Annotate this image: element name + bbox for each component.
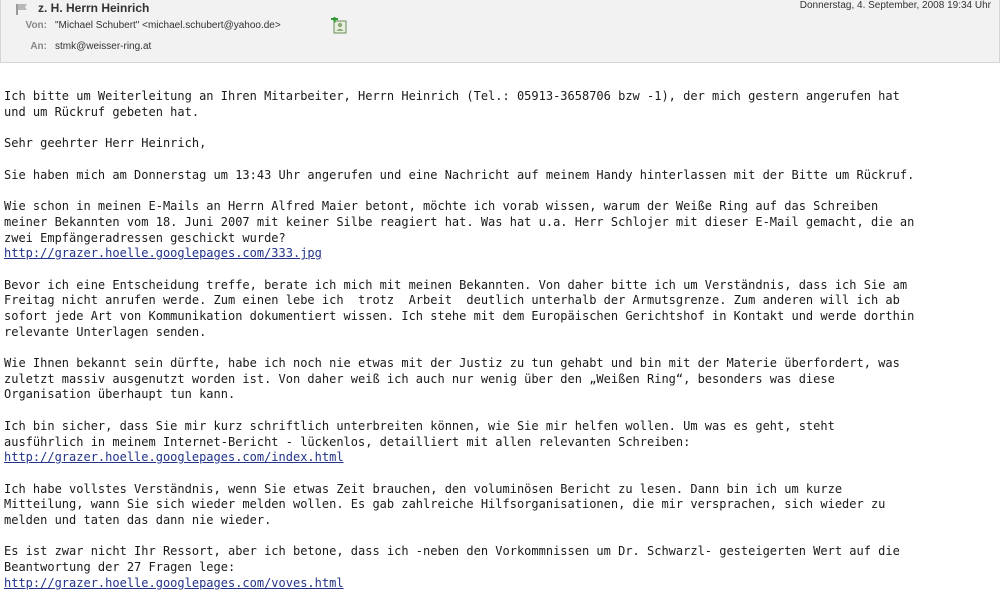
- link-paragraph: [4, 450, 998, 466]
- salutation: Sehr geehrter Herr Heinrich,: [4, 136, 207, 151]
- paragraph: Es ist zwar nicht Ihr Ressort, aber ich betone, dass ich -neben den Vorkommnissen um Dr. Schwarzl- gesteigerten Wert auf die Beantwortung der 27 Fragen lege:: [4, 544, 900, 575]
- paragraph: Ich bitte um Weiterleitung an Ihren Mitarbeiter, Herrn Heinrich (Tel.: 05913-3658706 bzw -1), der mich gestern angerufen hat und um Rückruf gebeten hat.: [4, 89, 900, 119]
- from-address[interactable]: "Michael Schubert" <michael.schubert@yahoo.de>: [55, 20, 281, 31]
- email-date: Donnerstag, 4. September, 2008 19:34 Uhr: [799, 0, 991, 11]
- link-index-html[interactable]: http://grazer.hoelle.googlepages.com/index.html: [4, 450, 344, 465]
- from-label: Von:: [25, 20, 47, 31]
- link-paragraph: [4, 576, 998, 592]
- email-subject: z. H. Herrn Heinrich: [38, 1, 150, 15]
- paragraph: Sie haben mich am Donnerstag um 13:43 Uhr angerufen und eine Nachricht auf meinem Handy hinterlassen mit der Bitte um Rückruf.: [4, 167, 915, 182]
- email-body: [4, 89, 998, 607]
- email-header: [0, 0, 1000, 63]
- to-address[interactable]: stmk@weisser-ring.at: [55, 41, 152, 52]
- link-voves-html[interactable]: http://grazer.hoelle.googlepages.com/voves.html: [4, 575, 344, 590]
- paragraph: Ich habe vollstes Verständnis, wenn Sie etwas Zeit brauchen, den voluminösen Bericht zu lesen. Dann bin ich um kurze Mitteilung, wann Sie sich wieder melden wollen. Es gab zahlreiche Hilfsorganisationen, die mir versprachen, sich wieder zu melden und taten das dann nie wieder.: [4, 481, 886, 527]
- add-contact-icon[interactable]: [331, 17, 348, 34]
- flag-icon[interactable]: [16, 4, 28, 15]
- paragraph: Bevor ich eine Entscheidung treffe, berate ich mich mit meinen Bekannten. Von daher bitte ich um Verständnis, dass ich Sie am Freitag nicht anrufen werde. Zum einen lebe ich trotz Arbeit deutlich unterhalb der Armutsgrenze. Zum anderen will ich ab sofort jede Art von Kommunikation dokumentiert wissen. Ich stehe mit dem Europäischen Gerichtshof in Kontakt und werde dorthin relevante Unterlagen senden.: [4, 277, 915, 339]
- link-paragraph: [4, 246, 998, 262]
- paragraph: Wie schon in meinen E-Mails an Herrn Alfred Maier betont, möchte ich vorab wissen, warum der Weiße Ring auf das Schreiben meiner Bekannten vom 18. Juni 2007 mit keiner Silbe reagiert hat. Was hat u.a. Herr Schlojer mit dieser E-Mail gemacht, die an zwei Empfängeradressen geschickt wurde?: [4, 199, 915, 245]
- paragraph: Ich bin sicher, dass Sie mir kurz schriftlich unterbreiten können, wie Sie mir helfen wollen. Um was es geht, steht ausführlich in meinem Internet-Bericht - lückenlos, detailliert mit allen relevanten Schreiben:: [4, 418, 835, 449]
- to-label: An:: [30, 41, 47, 52]
- paragraph: Wie Ihnen bekannt sein dürfte, habe ich noch nie etwas mit der Justiz zu tun gehabt und bin mit der Materie überfordert, was zuletzt massiv ausgenutzt worden ist. Von daher weiß ich auch nur wenig über den „Weißen Ring“, besonders was diese Organisation überhaupt tun kann.: [4, 356, 900, 402]
- link-333-jpg[interactable]: http://grazer.hoelle.googlepages.com/333.jpg: [4, 246, 322, 261]
